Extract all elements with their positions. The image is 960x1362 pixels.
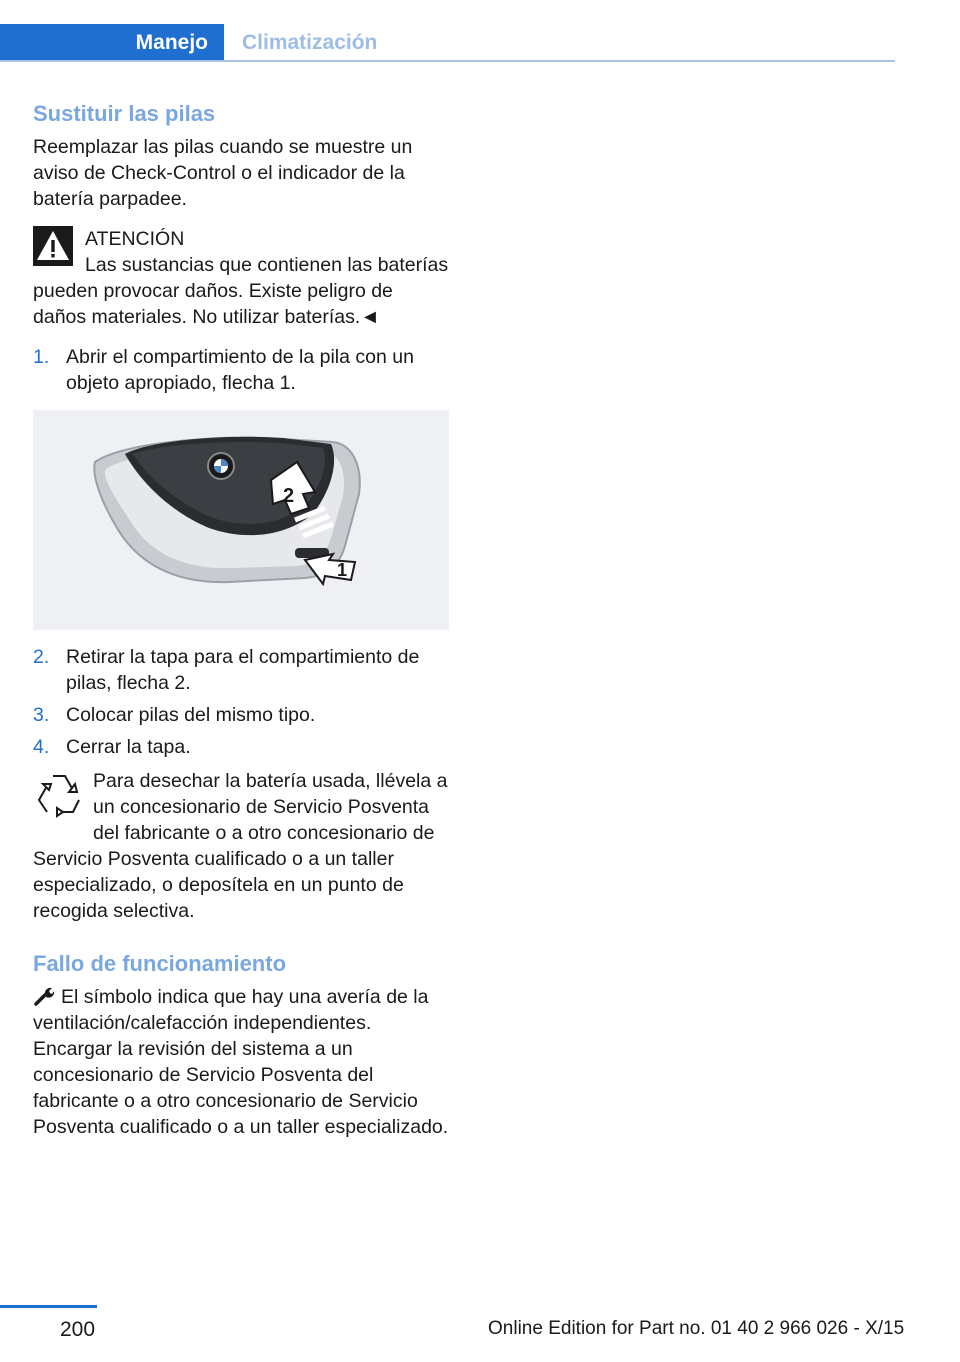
step-text: Abrir el compartimiento de la pila con un objeto apropiado, flecha 1. <box>66 346 414 394</box>
warning-block <box>33 226 449 330</box>
wrench-icon <box>33 986 55 1006</box>
list-item <box>33 344 449 396</box>
footer-rule <box>0 1305 97 1308</box>
warning-text: Las sustancias que contienen las baterías pueden provocar daños. Existe peligro de daños materiales. No utilizar baterías.◄ <box>33 254 449 328</box>
steps-list-b <box>33 644 449 760</box>
arrow-1-label: 1 <box>337 560 348 580</box>
warning-triangle-icon <box>33 226 73 266</box>
step-number: 3. <box>33 704 50 726</box>
list-item <box>33 734 449 760</box>
list-item <box>33 644 449 696</box>
steps-list-a <box>33 344 449 396</box>
main-content <box>33 100 449 1140</box>
tab-manejo[interactable]: Manejo <box>0 24 224 62</box>
page-number: 200 <box>60 1318 96 1341</box>
tab-climatizacion[interactable]: Climatización <box>242 31 378 54</box>
recycle-icon <box>33 768 85 824</box>
arrow-2-label: 2 <box>283 485 295 507</box>
fallo-text: El símbolo indica que hay una avería de la ventilación/calefacción independientes. Encargar la revisión del sistema a un concesionario de Servicio Posventa del fabricante o a otro concesionario de Servicio Posventa cualificado o a un taller especializado. <box>33 986 449 1138</box>
key-fob-illustration <box>33 410 449 630</box>
section-title-fallo: Fallo de funcionamiento <box>33 951 287 976</box>
key-fob-figure <box>33 410 449 630</box>
intro-paragraph: Reemplazar las pilas cuando se muestre un aviso de Check-Control o el indicador de la batería parpadee. <box>33 136 413 210</box>
step-text: Colocar pilas del mismo tipo. <box>66 704 316 726</box>
step-number: 4. <box>33 736 50 758</box>
step-number: 2. <box>33 646 50 668</box>
step-text: Cerrar la tapa. <box>66 736 191 758</box>
header-rule <box>0 60 895 62</box>
step-text: Retirar la tapa para el compartimiento de pilas, flecha 2. <box>66 646 420 694</box>
section-title-sustituir: Sustituir las pilas <box>33 101 216 126</box>
warning-title: ATENCIÓN <box>85 228 185 250</box>
fallo-paragraph <box>33 984 449 1140</box>
recycle-block <box>33 768 449 924</box>
list-item <box>33 702 449 728</box>
edition-text: Online Edition for Part no. 01 40 2 966 026 - X/15 <box>488 1318 905 1339</box>
step-number: 1. <box>33 346 50 368</box>
header-tabbar <box>0 24 895 62</box>
recycle-text: Para desechar la batería usada, llévela a un concesionario de Servicio Posventa del fabricante o a otro concesionario de Servicio Posventa cualificado o a un taller especializado, o deposítela en un punto de recogida selectiva. <box>33 770 448 922</box>
